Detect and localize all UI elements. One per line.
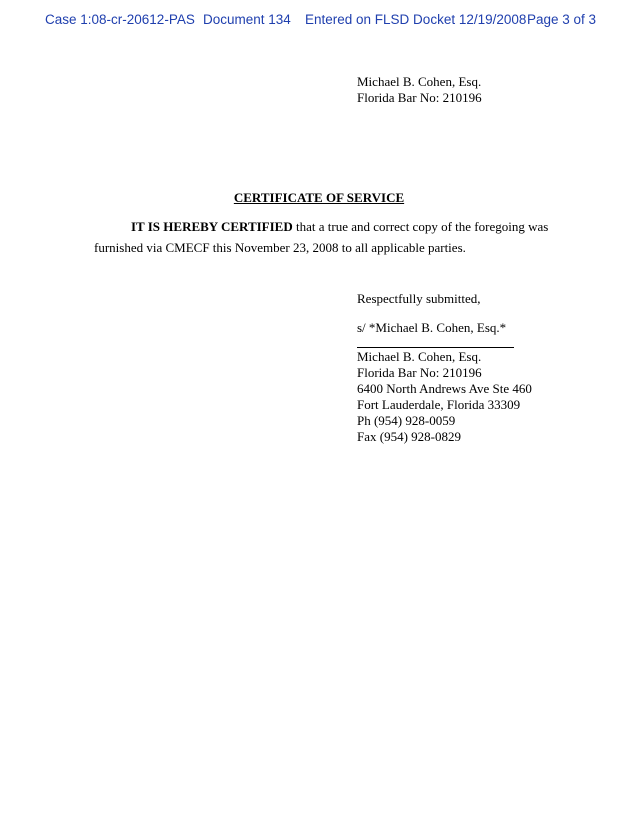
closing-phrase: Respectfully submitted, (357, 291, 481, 306)
top-signature-block (357, 74, 482, 106)
attorney-name: Michael B. Cohen, Esq. (357, 74, 482, 89)
attorney-name: Michael B. Cohen, Esq. (357, 349, 482, 364)
phone-number: Ph (954) 928-0059 (357, 413, 456, 428)
docket-header (0, 0, 638, 40)
bottom-signature-block (357, 349, 532, 445)
fax-number: Fax (954) 928-0829 (357, 429, 461, 444)
case-number: Case 1:08-cr-20612-PAS (45, 12, 195, 27)
certification-lead: IT IS HEREBY CERTIFIED (131, 219, 293, 234)
bar-number: Florida Bar No: 210196 (357, 90, 482, 105)
certificate-paragraph-line2: furnished via CMECF this November 23, 2008 to all applicable parties. (94, 240, 466, 255)
certificate-paragraph-line1 (131, 219, 548, 235)
certification-text: that a true and correct copy of the foregoing was (292, 219, 549, 234)
document-number: Document 134 (203, 12, 291, 27)
signature-line (357, 347, 514, 348)
address-line-2: Fort Lauderdale, Florida 33309 (357, 397, 521, 412)
address-line-1: 6400 North Andrews Ave Ste 460 (357, 381, 532, 396)
docket-entry-date: Entered on FLSD Docket 12/19/2008 (305, 12, 527, 27)
page-indicator: Page 3 of 3 (527, 12, 597, 27)
certificate-title: CERTIFICATE OF SERVICE (233, 190, 405, 205)
bar-number: Florida Bar No: 210196 (357, 365, 482, 380)
electronic-signature: s/ *Michael B. Cohen, Esq.* (357, 320, 507, 335)
